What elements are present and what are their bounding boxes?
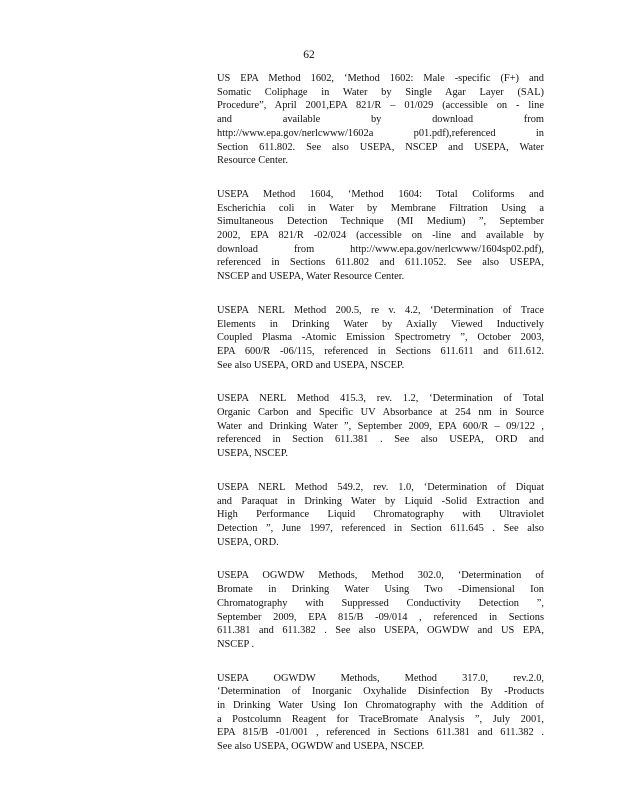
reference-entry (217, 481, 544, 550)
reference-line: See also USEPA, OGWDW and USEPA, NSCEP. (217, 741, 425, 753)
reference-line: 611.381 and 611.382 . See also USEPA, OGWDW and US EPA, (217, 625, 544, 637)
reference-entry (217, 392, 544, 461)
reference-line: Organic Carbon and Specific UV Absorbance at 254 nm in Source (217, 407, 544, 419)
reference-line: USEPA Method 1604, ‘Method 1604: Total Coliforms and (217, 188, 544, 200)
reference-line: USEPA NERL Method 415.3, rev. 1.2, ‘Determination of Total (217, 393, 544, 405)
reference-entry (217, 304, 544, 373)
reference-line: Chromatography with Suppressed Conductivity Detection ”, (217, 597, 544, 609)
reference-line: Elements in Drinking Water by Axially Viewed Inductively (217, 318, 544, 330)
reference-line: Bromate in Drinking Water Using Two -Dimensional Ion (217, 584, 544, 596)
reference-line: Detection ”, June 1997, referenced in Section 611.645 . See also (217, 522, 544, 534)
reference-line: http://www.epa.gov/nerlcwww/1602a p01.pdf),referenced in (217, 127, 544, 139)
reference-line: September 2009, EPA 815/B -09/014 , referenced in Sections (217, 611, 544, 623)
reference-line: ‘Determination of Inorganic Oxyhalide Disinfection By -Products (217, 686, 544, 698)
reference-entry (217, 188, 544, 284)
reference-line: referenced in Sections 611.802 and 611.1052. See also USEPA, (217, 257, 544, 269)
reference-line: USEPA, ORD. (217, 536, 279, 548)
reference-line: Procedure”, April 2001,EPA 821/R – 01/029 (accessible on - line (217, 100, 544, 112)
reference-line: Resource Center. (217, 155, 288, 167)
reference-line: a Postcolumn Reagent for TraceBromate Analysis ”, July 2001, (217, 713, 544, 725)
reference-line: in Drinking Water Using Ion Chromatography with the Addition of (217, 700, 544, 712)
reference-line: USEPA NERL Method 549.2, rev. 1.0, ‘Determination of Diquat (217, 481, 544, 493)
reference-line: Somatic Coliphage in Water by Single Agar Layer (SAL) (217, 86, 544, 98)
reference-list (217, 72, 544, 774)
reference-line: download from http://www.epa.gov/nerlcwww/1604sp02.pdf), (217, 243, 544, 255)
reference-line: Coupled Plasma -Atomic Emission Spectrometry ”, October 2003, (217, 332, 544, 344)
reference-entry (217, 569, 544, 651)
reference-line: NSCEP . (217, 638, 255, 650)
reference-line: Simultaneous Detection Technique (MI Medium) ”, September (217, 216, 544, 228)
reference-line: 2002, EPA 821/R -02/024 (accessible on -line and available by (217, 230, 544, 242)
reference-line: NSCEP and USEPA, Water Resource Center. (217, 271, 405, 283)
reference-line: Water and Drinking Water ”, September 2009, EPA 600/R – 09/122 , (217, 420, 544, 432)
reference-line: See also USEPA, ORD and USEPA, NSCEP. (217, 359, 405, 371)
page-number: 62 (303, 49, 315, 61)
reference-line: USEPA, NSCEP. (217, 448, 288, 460)
reference-entry (217, 672, 544, 754)
reference-line: and available by download from (217, 114, 544, 126)
reference-line: US EPA Method 1602, ‘Method 1602: Male -specific (F+) and (217, 73, 544, 84)
reference-line: High Performance Liquid Chromatography with Ultraviolet (217, 509, 544, 521)
reference-line: Escherichia coli in Water by Membrane Filtration Using a (217, 202, 544, 214)
reference-line: Section 611.802. See also USEPA, NSCEP and USEPA, Water (217, 141, 544, 153)
reference-entry (217, 72, 544, 168)
reference-line: and Paraquat in Drinking Water by Liquid -Solid Extraction and (217, 495, 544, 507)
reference-line: USEPA OGWDW Methods, Method 317.0, rev.2.0, (217, 672, 544, 684)
reference-line: referenced in Section 611.381 . See also USEPA, ORD and (217, 434, 544, 446)
reference-line: EPA 600/R -06/115, referenced in Sections 611.611 and 611.612. (217, 345, 544, 357)
reference-line: USEPA NERL Method 200.5, re v. 4.2, ‘Determination of Trace (217, 304, 544, 316)
reference-line: USEPA OGWDW Methods, Method 302.0, ‘Determination of (217, 570, 544, 582)
reference-line: EPA 815/B -01/001 , referenced in Sections 611.381 and 611.382 . (217, 727, 544, 739)
